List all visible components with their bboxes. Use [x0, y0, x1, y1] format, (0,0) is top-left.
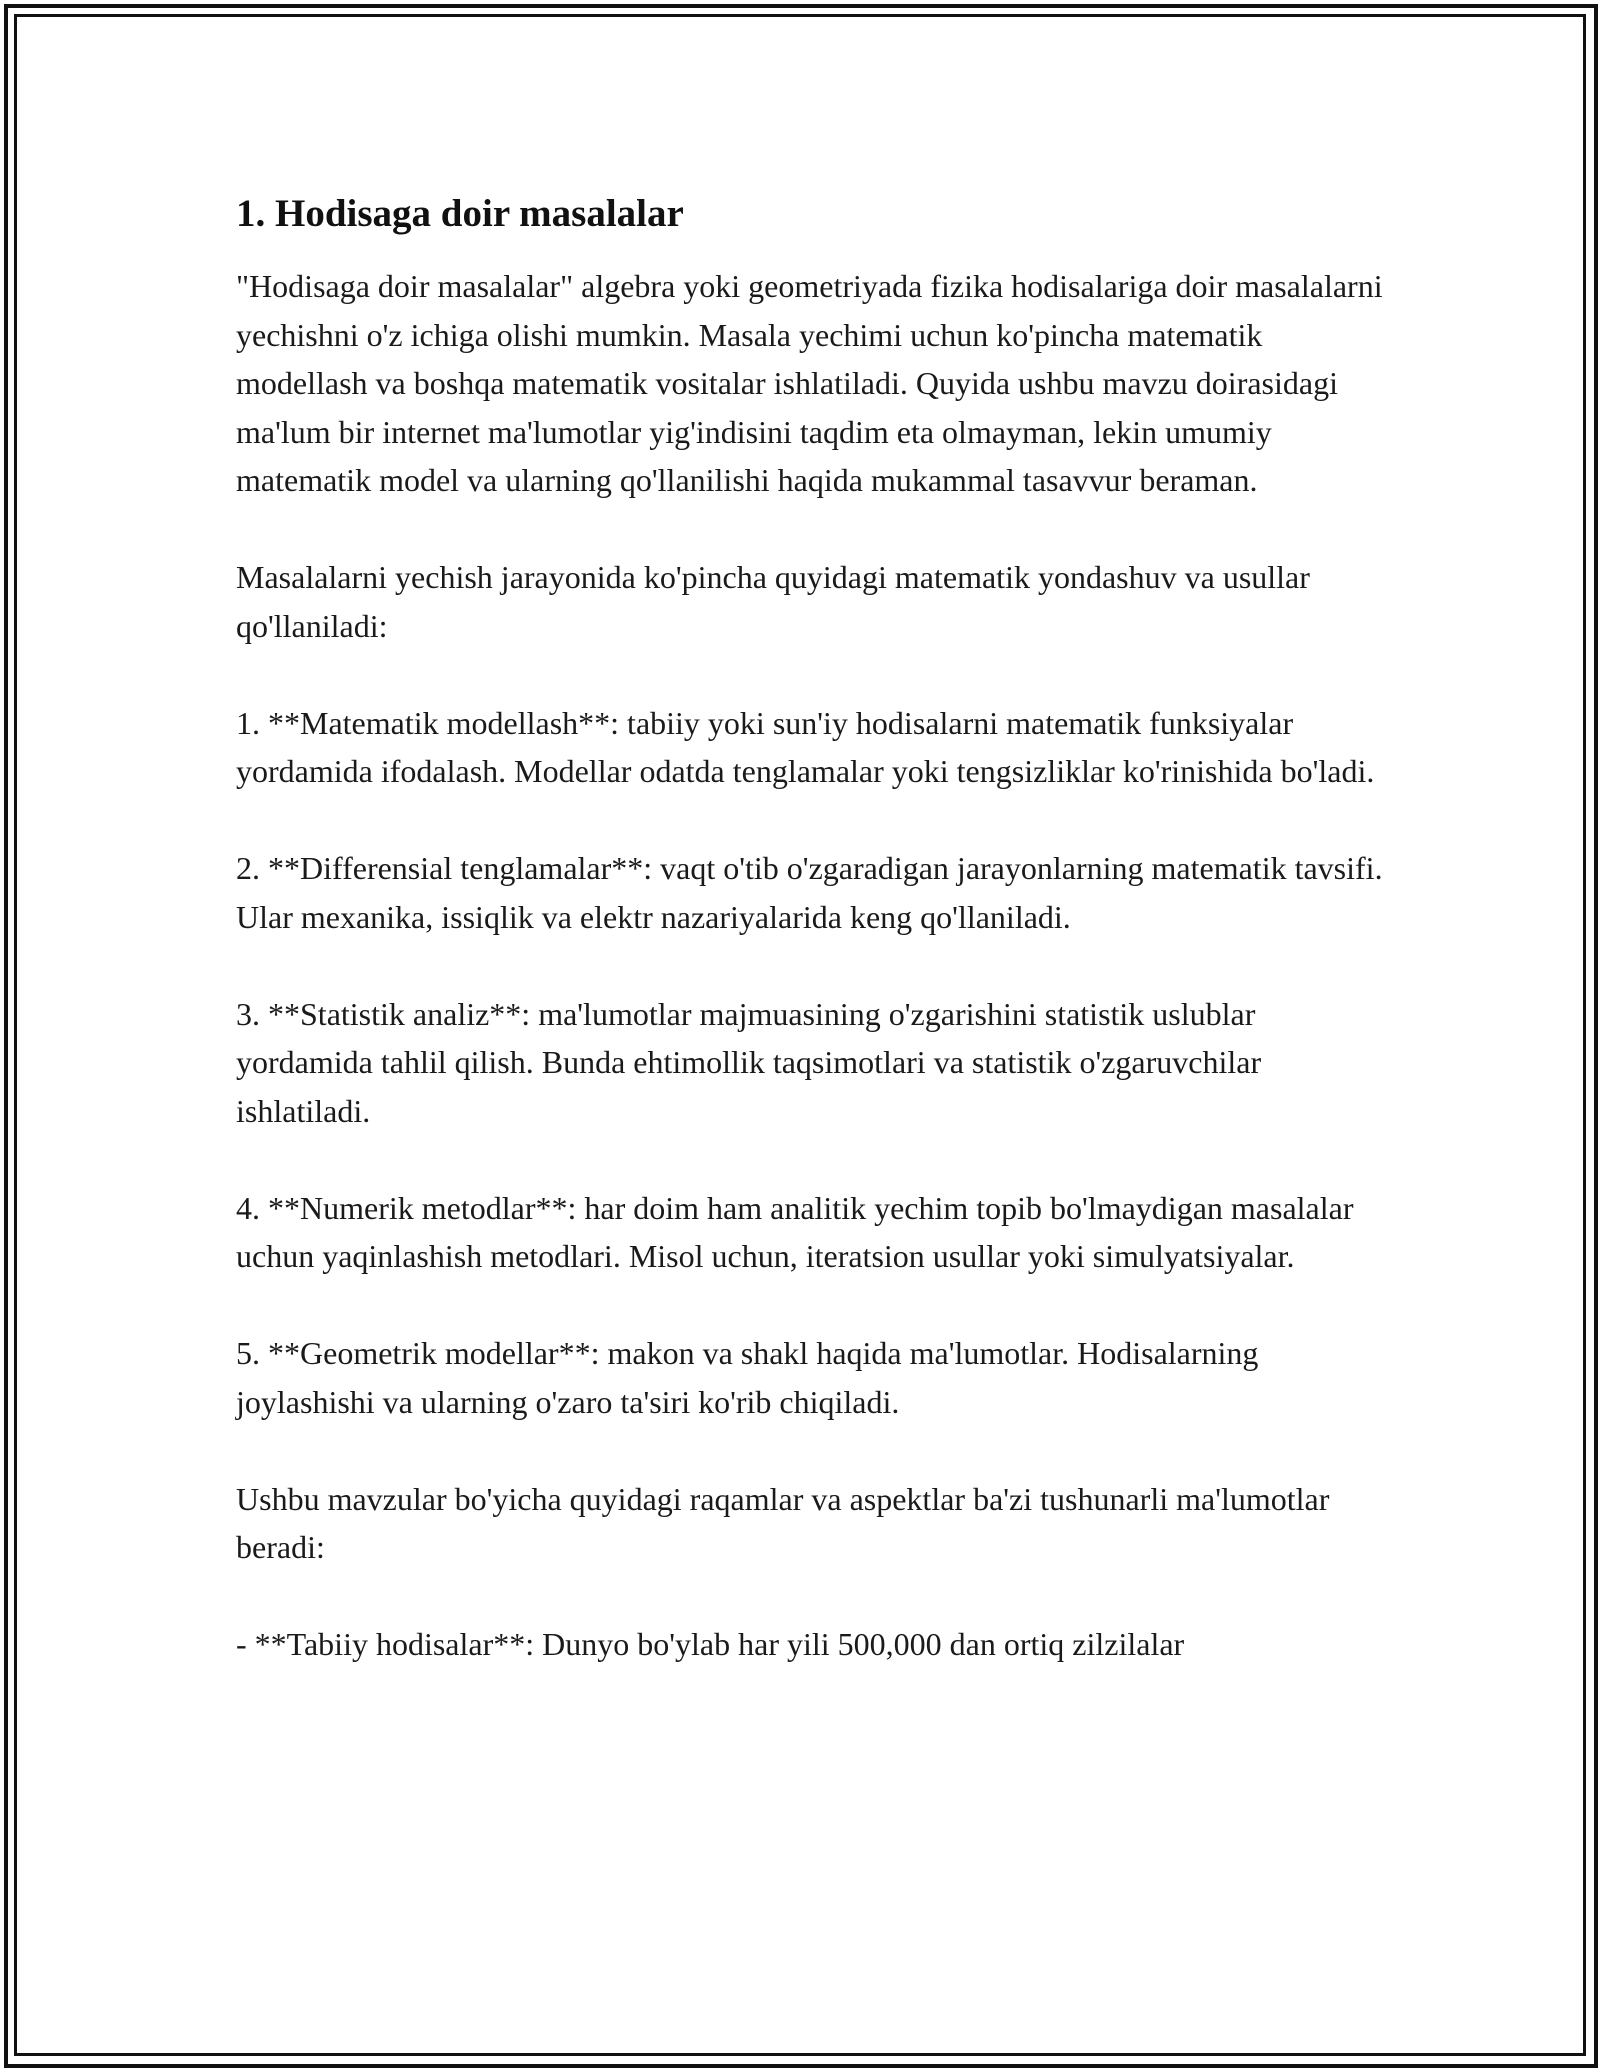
bullet-tabiiy-hodisalar: - **Tabiiy hodisalar**: Dunyo bo'ylab har yili 500,000 dan ortiq zilzilalar [236, 1626, 1185, 1662]
document-title: 1. Hodisaga doir masalalar [236, 192, 684, 235]
list-item-matematik-modellash: 1. **Matematik modellash**: tabiiy yoki sun'iy hodisalarni matematik funksiyalar yordamida ifodalash. Modellar odatda tenglamalar yoki tengsizliklar ko'rinishida bo'ladi. [236, 704, 1375, 789]
list-item-differensial-tenglamalar: 2. **Differensial tenglamalar**: vaqt o'tib o'zgaradigan jarayonlarning matematik tavsifi. Ular mexanika, issiqlik va elektr nazariyalarida keng qo'llaniladi. [236, 850, 1383, 935]
document-body [236, 186, 1386, 1669]
figures-intro-paragraph: Ushbu mavzular bo'yicha quyidagi raqamlar va aspektlar ba'zi tushunarli ma'lumotlar beradi: [236, 1480, 1330, 1565]
approaches-intro-paragraph: Masalalarni yechish jarayonida ko'pincha quyidagi matematik yondashuv va usullar qo'llaniladi: [236, 559, 1310, 644]
intro-paragraph: "Hodisaga doir masalalar" algebra yoki geometriyada fizika hodisalariga doir masalalarni yechishni o'z ichiga olishi mumkin. Masala yechimi uchun ko'pincha matematik modellash va boshqa matematik vositalar ishlatiladi. Quyida ushbu mavzu doirasidagi ma'lum bir internet ma'lumotlar yig'indisini taqdim eta olmayman, lekin umumiy matematik model va ularning qo'llanilishi haqida mukammal tasavvur beraman. [236, 268, 1383, 498]
list-item-geometrik-modellar: 5. **Geometrik modellar**: makon va shakl haqida ma'lumotlar. Hodisalarning joylashishi va ularning o'zaro ta'siri ko'rib chiqiladi. [236, 1335, 1259, 1420]
list-item-numerik-metodlar: 4. **Numerik metodlar**: har doim ham analitik yechim topib bo'lmaydigan masalalar uchun yaqinlashish metodlari. Misol uchun, iteratsion usullar yoki simulyatsiyalar. [236, 1189, 1354, 1274]
list-item-statistik-analiz: 3. **Statistik analiz**: ma'lumotlar majmuasining o'zgarishini statistik uslublar yordamida tahlil qilish. Bunda ehtimollik taqsimotlari va statistik o'zgaruvchilar ishlatiladi. [236, 995, 1262, 1129]
